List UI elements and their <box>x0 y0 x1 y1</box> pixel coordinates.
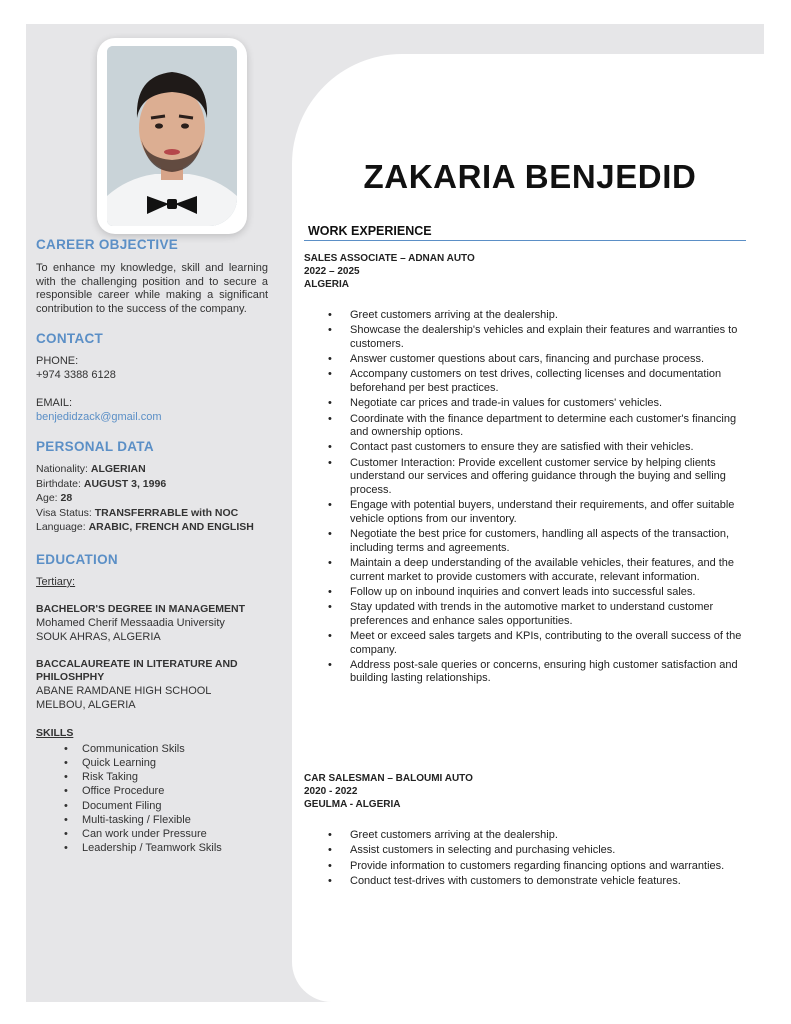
degree-2 <box>36 658 268 712</box>
skill-item: • Document Filing <box>64 799 268 813</box>
duty-item: • Answer customer questions about cars, financing and purchase process. <box>304 353 744 367</box>
duty-item: • Meet or exceed sales targets and KPIs, contributing to the overall success of the company. <box>304 630 744 657</box>
duty-item: • Coordinate with the finance department to determine each customer's financing and ownership options. <box>304 413 744 440</box>
duty-item: • Maintain a deep understanding of the available vehicles, their features, and the current market to provide customers with accurate, relevant information. <box>304 557 744 584</box>
skill-item: • Quick Learning <box>64 756 268 770</box>
duty-item: • Stay updated with trends in the automotive market to understand customer preferences and enhance sales opportunities. <box>304 601 744 628</box>
duty-item: • Negotiate the best price for customers, handling all aspects of the transaction, including terms and agreements. <box>304 528 744 555</box>
duty-item: • Follow up on inbound inquiries and convert leads into successful sales. <box>304 586 744 600</box>
duty-item: • Conduct test-drives with customers to demonstrate vehicle features. <box>304 875 744 889</box>
job-duties-list <box>304 309 744 686</box>
education-subheading: Tertiary: <box>36 575 76 588</box>
contact-block <box>36 354 268 424</box>
personal-data <box>36 462 268 535</box>
sidebar <box>36 238 268 856</box>
section-divider <box>304 240 746 241</box>
duty-item: • Showcase the dealership's vehicles and explain their features and warranties to customers. <box>304 324 744 351</box>
career-objective-text: To enhance my knowledge, skill and learning with the challenging position and to secure a responsible career while making a significant contribution to the success of the company. <box>36 262 268 315</box>
contact-heading: CONTACT <box>36 331 104 347</box>
degree-location: SOUK AHRAS, ALGERIA <box>36 630 161 643</box>
skill-item: • Can work under Pressure <box>64 827 268 841</box>
duty-item: • Assist customers in selecting and purchasing vehicles. <box>304 844 744 858</box>
candidate-name: ZAKARIA BENJEDID <box>363 158 697 195</box>
profile-photo <box>107 46 237 226</box>
career-objective-heading: CAREER OBJECTIVE <box>36 237 179 252</box>
email-link[interactable]: benjedidzack@gmail.com <box>36 411 162 424</box>
skills-list <box>36 742 268 856</box>
degree-title: BACCALAUREATE IN LITERATURE AND PHILOSHPHY <box>36 657 238 683</box>
skill-item: • Communication Skils <box>64 742 268 756</box>
degree-1 <box>36 603 268 644</box>
personal-row-language: Language: ARABIC, FRENCH AND ENGLISH <box>36 521 254 534</box>
degree-institution: Mohamed Cherif Messaadia University <box>36 616 225 629</box>
email-label: EMAIL: <box>36 397 73 410</box>
degree-institution: ABANE RAMDANE HIGH SCHOOL <box>36 684 212 697</box>
personal-row-age: Age: 28 <box>36 492 73 505</box>
duty-item: • Engage with potential buyers, understand their requirements, and offer suitable vehicle options from our inventory. <box>304 499 744 526</box>
job-title: SALES ASSOCIATE – ADNAN AUTO <box>304 253 475 264</box>
duty-item: • Address post-sale queries or concerns, ensuring high customer satisfaction and building lasting relationships. <box>304 659 744 686</box>
job-duties-list <box>304 829 744 888</box>
job-dates: 2020 - 2022 <box>304 786 358 797</box>
skill-item: • Leadership / Teamwork Skils <box>64 841 268 855</box>
personal-data-heading: PERSONAL DATA <box>36 439 154 455</box>
personal-row-birthdate: Birthdate: AUGUST 3, 1996 <box>36 477 167 490</box>
personal-row-nationality: Nationality: ALGERIAN <box>36 463 146 476</box>
job-location: ALGERIA <box>304 279 349 290</box>
duty-item: • Accompany customers on test drives, collecting licenses and documentation beforehand per best practices. <box>304 368 744 395</box>
skill-item: • Risk Taking <box>64 770 268 784</box>
duty-item: • Negotiate car prices and trade-in values for customers' vehicles. <box>304 397 744 411</box>
degree-title: BACHELOR'S DEGREE IN MANAGEMENT <box>36 602 246 615</box>
skill-item: • Office Procedure <box>64 784 268 798</box>
phone-label: PHONE: <box>36 355 79 368</box>
phone-number: +974 3388 6128 <box>36 369 116 382</box>
duty-item: • Customer Interaction: Provide excellent customer service by helping clients understand our services and offering guidance through the buying and selling process. <box>304 457 744 498</box>
job-location: GEULMA - ALGERIA <box>304 799 401 810</box>
duty-item: • Greet customers arriving at the dealership. <box>304 829 744 843</box>
degree-location: MELBOU, ALGERIA <box>36 698 136 711</box>
skill-item: • Multi-tasking / Flexible <box>64 813 268 827</box>
job-entry-2 <box>304 772 744 890</box>
person-portrait-icon <box>107 46 237 226</box>
job-dates: 2022 – 2025 <box>304 266 360 277</box>
duty-item: • Contact past customers to ensure they are satisfied with their vehicles. <box>304 441 744 455</box>
education-heading: EDUCATION <box>36 551 118 567</box>
duty-item: • Provide information to customers regarding financing options and warranties. <box>304 860 744 874</box>
work-experience-heading: WORK EXPERIENCE <box>308 224 432 238</box>
job-entry-1 <box>304 252 744 688</box>
duty-item: • Greet customers arriving at the dealership. <box>304 309 744 323</box>
personal-row-visa: Visa Status: TRANSFERRABLE with NOC <box>36 506 239 519</box>
skills-heading: SKILLS <box>36 726 74 739</box>
job-title: CAR SALESMAN – BALOUMI AUTO <box>304 773 473 784</box>
